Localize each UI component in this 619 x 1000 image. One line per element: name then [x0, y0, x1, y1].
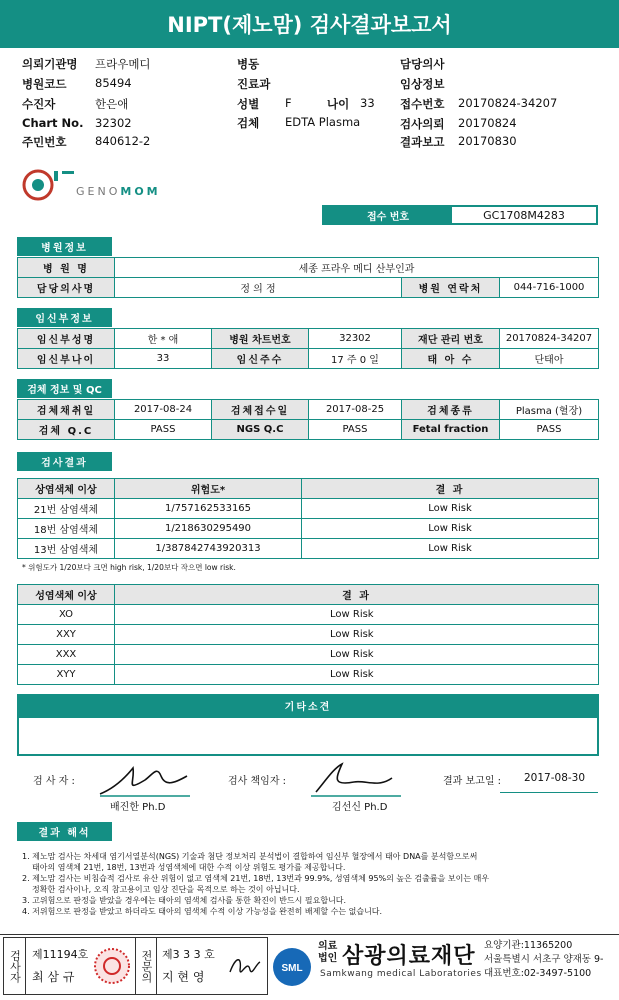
report-value: 20170830 — [458, 134, 517, 148]
collect-date-label: 검체채취일 — [18, 400, 115, 420]
pregnant-info-table — [17, 328, 599, 369]
id-value: 840612-2 — [95, 134, 151, 148]
interpretation-item: 4. 저위험으로 판정을 받았고 하더라도 태아의 염색체 수적 이상 가능성을 완전히 배제할 수는 없습니다. — [22, 907, 383, 916]
mgmt-no-value: 20170824-34207 — [500, 329, 599, 349]
row-result: Low Risk — [302, 539, 599, 559]
logo-emblem-icon — [18, 165, 78, 205]
recv-date-value: 2017-08-25 — [309, 400, 402, 420]
fetus-value: 단태아 — [500, 349, 599, 369]
org-address: 서울특별시 서초구 양재동 9- — [484, 954, 604, 965]
certification-box — [3, 937, 268, 995]
table-row — [18, 625, 599, 645]
tester-name: 배진한 Ph.D — [110, 802, 166, 813]
row-name: XO — [18, 605, 115, 625]
receipt-value: 20170824-34207 — [458, 96, 558, 110]
fetal-fraction-value: PASS — [500, 420, 599, 440]
row-result: Low Risk — [302, 519, 599, 539]
tester-signature-icon — [95, 758, 195, 800]
hospital-value: 프라우메디 — [95, 57, 151, 71]
section-specimen-info: 검체 정보 및 QC — [17, 379, 112, 398]
manager-label: 검사 책임자 : — [228, 776, 287, 787]
autosome-header: 상염색체 이상 — [18, 479, 115, 499]
collect-date-value: 2017-08-24 — [115, 400, 212, 420]
age-label: 나이 — [327, 97, 350, 111]
row-name: 18번 삼염색체 — [18, 519, 115, 539]
interpretation-item: 1. 제노맘 검사는 차세대 염기서열분석(NGS) 기술과 첨단 정보처리 분석법이 결합하여 임신부 혈장에서 태아 DNA를 분석함으로써 — [22, 852, 478, 861]
receipt-label: 접수번호 — [400, 97, 445, 111]
specimen-value: EDTA Plasma — [285, 115, 361, 129]
sex-value: F — [285, 96, 292, 110]
ngs-qc-label: NGS Q.C — [212, 420, 309, 440]
report-date-label: 결과 보고일 : — [443, 776, 502, 787]
svg-text:SML: SML — [281, 963, 303, 974]
tester-label: 검 사 자 : — [33, 776, 75, 787]
sex-label: 성별 — [237, 97, 260, 111]
interpretation-list — [22, 851, 602, 917]
receipt-box-value: GC1708M4283 — [483, 208, 565, 222]
manager-name: 김선신 Ph.D — [332, 802, 388, 813]
hospital-phone-value: 044-716-1000 — [500, 278, 599, 298]
request-value: 20170824 — [458, 116, 517, 130]
ward-label: 병동 — [237, 57, 260, 71]
row-result: Low Risk — [115, 645, 599, 665]
specialist-num: 제3 3 3 호 — [162, 948, 215, 961]
specialist-label: 전문의 — [135, 938, 157, 994]
row-result: Low Risk — [115, 665, 599, 685]
weeks-label: 임신주수 — [212, 349, 309, 369]
receipt-box-label: 접수 번호 — [324, 207, 452, 223]
report-header — [0, 48, 619, 160]
patient-value: 한은애 — [95, 97, 129, 111]
specimen-qc-value: PASS — [115, 420, 212, 440]
mgmt-no-label: 재단 관리 번호 — [402, 329, 500, 349]
row-risk: 1/757162533165 — [115, 499, 302, 519]
dept-label: 진료과 — [237, 77, 271, 91]
specialist-signature-icon — [226, 952, 262, 982]
table-row — [18, 645, 599, 665]
chart-no-value: 32302 — [309, 329, 402, 349]
remarks-box — [17, 716, 599, 756]
specimen-label: 검체 — [237, 116, 260, 130]
pregnant-age-label: 임신부나이 — [18, 349, 115, 369]
org-prefix-2: 법인 — [318, 953, 338, 964]
row-result: Low Risk — [115, 605, 599, 625]
risk-header: 위험도* — [115, 479, 302, 499]
section-results: 검사결과 — [17, 452, 112, 471]
tester-cert-num: 제11194호 — [32, 948, 89, 961]
age-value: 33 — [360, 96, 375, 110]
sex-result-header: 결 과 — [115, 585, 599, 605]
report-date-value: 2017-08-30 — [524, 772, 586, 784]
section-hospital-info: 병원정보 — [17, 237, 112, 256]
section-remarks: 기타소견 — [17, 694, 599, 716]
chart-no-label: 병원 차트번호 — [212, 329, 309, 349]
row-name: XYY — [18, 665, 115, 685]
specimen-type-value: Plasma (혈장) — [500, 400, 599, 420]
row-name: XXX — [18, 645, 115, 665]
hospital-name-label: 병 원 명 — [18, 258, 115, 278]
org-prefix — [318, 941, 337, 965]
hospital-label: 의뢰기관명 — [22, 57, 78, 71]
footer — [0, 934, 619, 1000]
interpretation-item: 3. 고위험으로 판정을 받았을 경우에는 태아의 염색체 검사를 통한 확진이 반드시 필요합니다. — [22, 896, 347, 905]
table-row — [18, 605, 599, 625]
tester-cert-name: 최 삼 규 — [32, 970, 75, 984]
org-code: 요양기관:11365200 — [484, 940, 573, 951]
report-title: NIPT(제노맘) 검사결과보고서 — [0, 0, 619, 48]
interpretation-item: 태아의 염색체 21번, 18번, 13번과 성염색체에 대한 수적 이상 위험도 평가를 제공합니다. — [32, 863, 346, 872]
chart-label: Chart No. — [22, 116, 84, 130]
doctor-name-value: 정 의 정 — [115, 278, 402, 298]
section-pregnant-info: 임신부정보 — [17, 308, 112, 327]
pregnant-age-value: 33 — [115, 349, 212, 369]
table-row — [18, 499, 599, 519]
specimen-qc-label: 검체 Q.C — [18, 420, 115, 440]
weeks-value: 17 주 0 일 — [309, 349, 402, 369]
sml-logo-icon — [270, 945, 314, 989]
result-header: 결 과 — [302, 479, 599, 499]
specimen-type-label: 검체종류 — [402, 400, 500, 420]
id-label: 주민번호 — [22, 135, 67, 149]
autosome-table — [17, 478, 599, 559]
code-label: 병원코드 — [22, 77, 67, 91]
table-row — [18, 665, 599, 685]
receipt-box — [322, 205, 598, 225]
org-phone: 대표번호:02-3497-5100 — [484, 968, 592, 979]
hospital-phone-label: 병원 연락처 — [402, 278, 500, 298]
table-row — [18, 519, 599, 539]
date-underline — [500, 792, 598, 793]
section-interpretation: 결과 해석 — [17, 822, 112, 841]
patient-label: 수진자 — [22, 97, 56, 111]
request-label: 검사의뢰 — [400, 117, 445, 131]
row-result: Low Risk — [115, 625, 599, 645]
risk-footnote: * 위험도가 1/20보다 크면 high risk, 1/20보다 작으면 low risk. — [22, 563, 236, 572]
specimen-info-table — [17, 399, 599, 440]
logo-text: GENOMOM — [76, 185, 161, 198]
specialist-name: 지 현 영 — [162, 970, 205, 984]
genomom-logo — [18, 165, 228, 205]
sex-chromosome-table — [17, 584, 599, 685]
doctor-label: 담당의사 — [400, 57, 445, 71]
interpretation-item: 정확한 검사이나, 오직 참고용이고 임상 진단을 목적으로 하는 것이 아닙니다. — [32, 885, 300, 894]
pregnant-name-label: 임신부성명 — [18, 329, 115, 349]
chart-value: 32302 — [95, 116, 132, 130]
interpretation-item: 2. 제노맘 검사는 비침습적 검사로 유산 위험이 없고 염색체 21번, 18번, 13번과 99.9%, 성염색체 95%의 높은 검출률을 보이는 매우 — [22, 874, 490, 883]
row-risk: 1/218630295490 — [115, 519, 302, 539]
tester-cert-label: 검사자 — [4, 938, 26, 994]
org-prefix-1: 의료 — [318, 941, 338, 952]
doctor-name-label: 담당의사명 — [18, 278, 115, 298]
row-name: 21번 삼염색체 — [18, 499, 115, 519]
row-name: XXY — [18, 625, 115, 645]
table-row — [18, 539, 599, 559]
code-value: 85494 — [95, 76, 132, 90]
recv-date-label: 검체접수일 — [212, 400, 309, 420]
seal-stamp-icon — [92, 944, 132, 988]
pregnant-name-value: 한 * 애 — [115, 329, 212, 349]
hospital-info-table — [17, 257, 599, 298]
org-contact — [484, 939, 603, 981]
row-result: Low Risk — [302, 499, 599, 519]
org-name: 삼광의료재단 — [342, 944, 476, 969]
clinical-label: 임상정보 — [400, 77, 445, 91]
hospital-name-value: 세종 프라우 메디 산부인과 — [115, 258, 599, 278]
sex-header: 성염색체 이상 — [18, 585, 115, 605]
fetus-label: 태 아 수 — [402, 349, 500, 369]
ngs-qc-value: PASS — [309, 420, 402, 440]
fetal-fraction-label: Fetal fraction — [402, 420, 500, 440]
report-label: 결과보고 — [400, 135, 445, 149]
org-name-en: Samkwang medical Laboratories — [320, 969, 482, 979]
row-name: 13번 삼염색체 — [18, 539, 115, 559]
manager-signature-icon — [306, 758, 406, 800]
row-risk: 1/387842743920313 — [115, 539, 302, 559]
